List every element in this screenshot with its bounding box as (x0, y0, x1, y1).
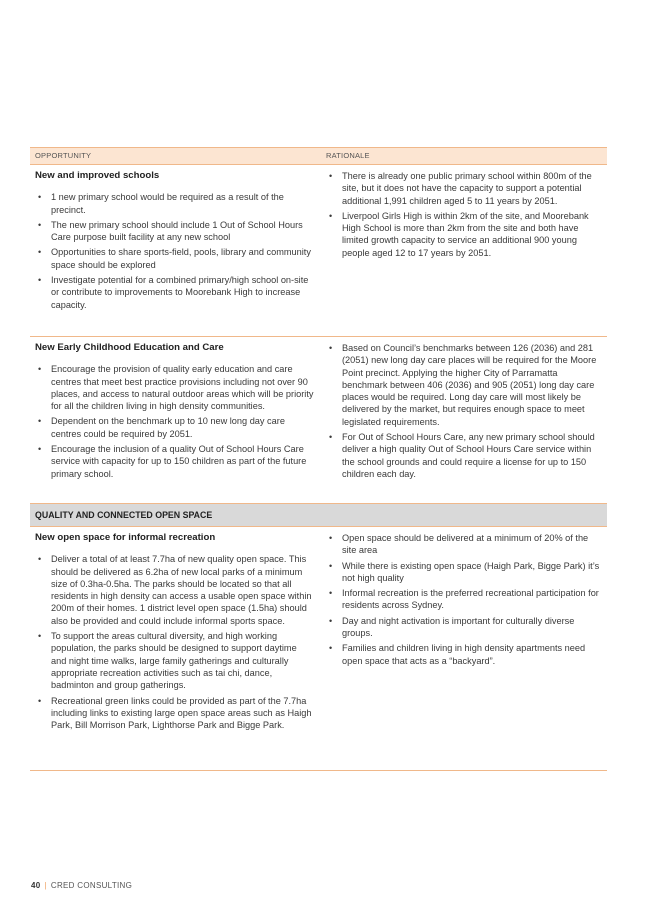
section-label: QUALITY AND CONNECTED OPEN SPACE (35, 510, 213, 520)
list-item: • Opportunities to share sports-field, pools, library and community space should be explored (35, 246, 314, 271)
list-item: • To support the areas cultural diversity, and high working population, the parks should be designed to support daytime and night time walks, large family gatherings and culturally appropriate recreation activities such as tai chi, dance, badminton and group gatherings. (35, 630, 314, 691)
list-item: • Informal recreation is the preferred recreational participation for residents across Sydney. (326, 587, 601, 612)
list-item: • While there is existing open space (Haigh Park, Bigge Park) it’s not high quality (326, 560, 601, 585)
list-item: • The new primary school should include 1 Out of School Hours Care purpose built facility at any new school (35, 219, 314, 244)
opportunity-cell (30, 527, 320, 770)
list-item: • Families and children living in high density apartments need open space that acts as a “backyard”. (326, 642, 601, 667)
footer-separator: | (44, 881, 47, 890)
rationale-list (326, 342, 601, 480)
rationale-cell (320, 337, 607, 503)
footer-org: CRED CONSULTING (50, 881, 133, 890)
rationale-list (326, 170, 601, 259)
page-number: 40 (31, 881, 41, 890)
list-item: • For Out of School Hours Care, any new primary school should deliver a high quality Out of School Hours Care service within the school grounds and could require a license for up to 150 children each day. (326, 431, 601, 480)
opportunity-list (35, 363, 314, 480)
table-row (30, 165, 607, 337)
opportunity-list (35, 191, 314, 311)
table-header-row (30, 147, 607, 165)
list-item: • Liverpool Girls High is within 2km of the site, and Moorebank High School is more than 2km from the site and both have limited growth capacity to service an additional 900 young people aged 12 to 17 years by 2051. (326, 210, 601, 259)
opportunity-rationale-table (30, 147, 607, 771)
section-header (30, 504, 607, 527)
list-item: • Open space should be delivered at a minimum of 20% of the site area (326, 532, 601, 557)
list-item: • Based on Council’s benchmarks between 126 (2036) and 281 (2051) new long day care places will be required for the Moore Point precinct. Applying the higher City of Parramatta benchmark between 406 (2036) and 905 (2051) long day care places would be required. Long day care will most likely be delivered by the market, but requires enough space to meet legislated requirements. (326, 342, 601, 428)
list-item: • Recreational green links could be provided as part of the 7.7ha including links to existing large open space areas such as Haigh Park, Bill Morrison Park, Lighthorse Park and Bigge Park. (35, 695, 314, 732)
list-item: • Dependent on the benchmark up to 10 new long day care centres could be required by 2051. (35, 415, 314, 440)
opportunity-cell (30, 165, 320, 336)
table-row (30, 337, 607, 504)
page-footer (31, 881, 132, 890)
row-title: New and improved schools (35, 170, 160, 181)
list-item: • Deliver a total of at least 7.7ha of new quality open space. This should be delivered as 6.2ha of new local parks of a minimum size of 0.3ha-0.5ha. The parks should be located so that all residents in high density can access a usable open space within 200m of their homes. 1 district level open space (1.5ha) should also be provided and could include informal sports space. (35, 553, 314, 627)
header-opportunity: OPPORTUNITY (35, 151, 92, 160)
row-title: New Early Childhood Education and Care (35, 342, 224, 353)
opportunity-list (35, 553, 314, 731)
header-rationale: RATIONALE (326, 151, 370, 160)
rationale-list (326, 532, 601, 667)
row-title: New open space for informal recreation (35, 532, 216, 543)
rationale-cell (320, 165, 607, 336)
list-item: • Day and night activation is important for culturally diverse groups. (326, 615, 601, 640)
list-item: • Encourage the provision of quality early education and care centres that meet best practice provisions including not over 90 places, and access to natural outdoor areas which will be priority for all the children living in high density communities. (35, 363, 314, 412)
list-item: • There is already one public primary school within 800m of the site, but it does not have the capacity to support a potential additional 1,991 children aged 5 to 11 years by 2051. (326, 170, 601, 207)
list-item: • 1 new primary school would be required as a result of the precinct. (35, 191, 314, 216)
rationale-cell (320, 527, 607, 770)
list-item: • Investigate potential for a combined primary/high school on-site or contribute to improvements to Moorebank High to increase capacity. (35, 274, 314, 311)
list-item: • Encourage the inclusion of a quality Out of School Hours Care service with capacity for up to 150 children as part of the future primary school. (35, 443, 314, 480)
table-row (30, 527, 607, 771)
opportunity-cell (30, 337, 320, 503)
